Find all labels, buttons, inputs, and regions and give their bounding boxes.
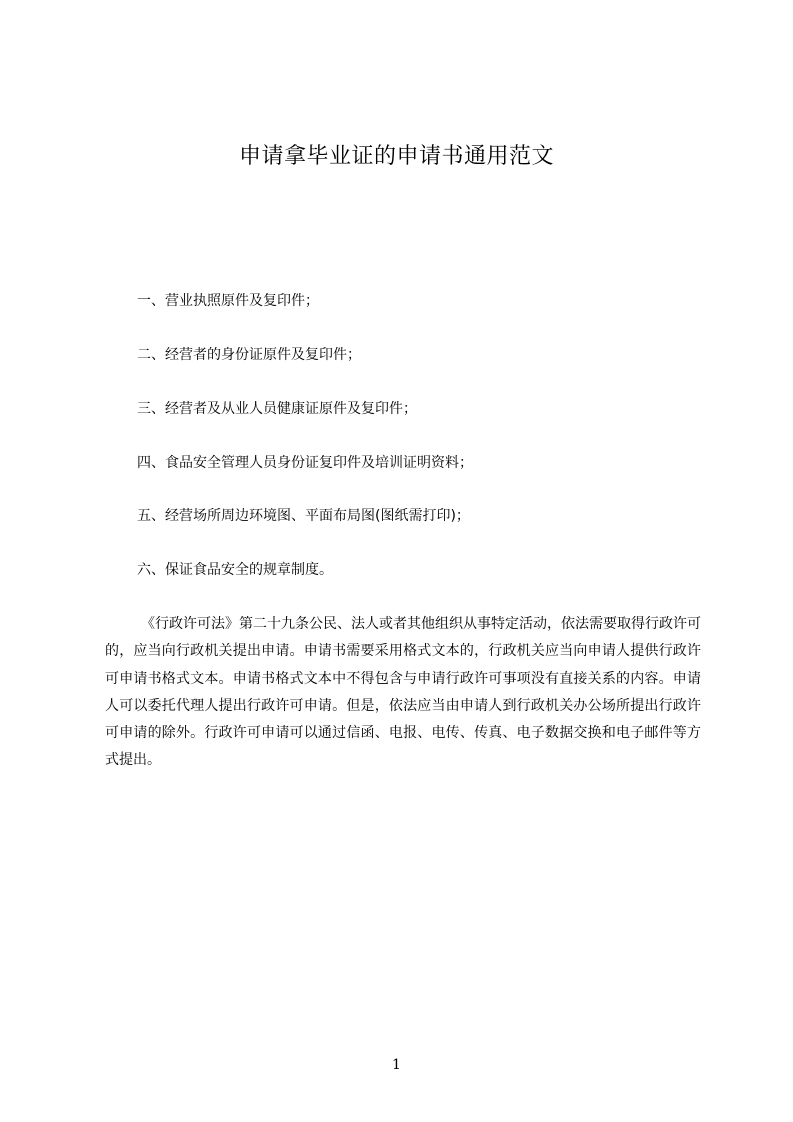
list-item: 四、食品安全管理人员身份证复印件及培训证明资料； (137, 455, 473, 471)
list-item: 三、经营者及从业人员健康证原件及复印件； (137, 401, 417, 417)
body-paragraph: 《行政许可法》第二十九条公民、法人或者其他组织从事特定活动，依法需要取得行政许可的，应当向行政机关提出申请。申请书需要采用格式文本的，行政机关应当向申请人提供行政许可申请书格式文本。申请书格式文本中不得包含与申请行政许可事项没有直接关系的内容。申请人可以委托代理人提出行政许可申请。但是，依法应当由申请人到行政机关办公场所提出行政许可申请的除外。行政许可申请可以通过信函、电报、电传、传真、电子数据交换和电子邮件等方式提出。 (105, 616, 701, 769)
list-item: 六、保证食品安全的规章制度。 (137, 562, 333, 578)
list-item: 二、经营者的身份证原件及复印件； (137, 347, 361, 363)
list-item: 五、经营场所周边环境图、平面布局图(图纸需打印)； (137, 508, 470, 524)
list-item: 一、营业执照原件及复印件； (137, 293, 319, 309)
page-number: 1 (392, 1057, 401, 1073)
document-title: 申请拿毕业证的申请书通用范文 (238, 144, 554, 169)
